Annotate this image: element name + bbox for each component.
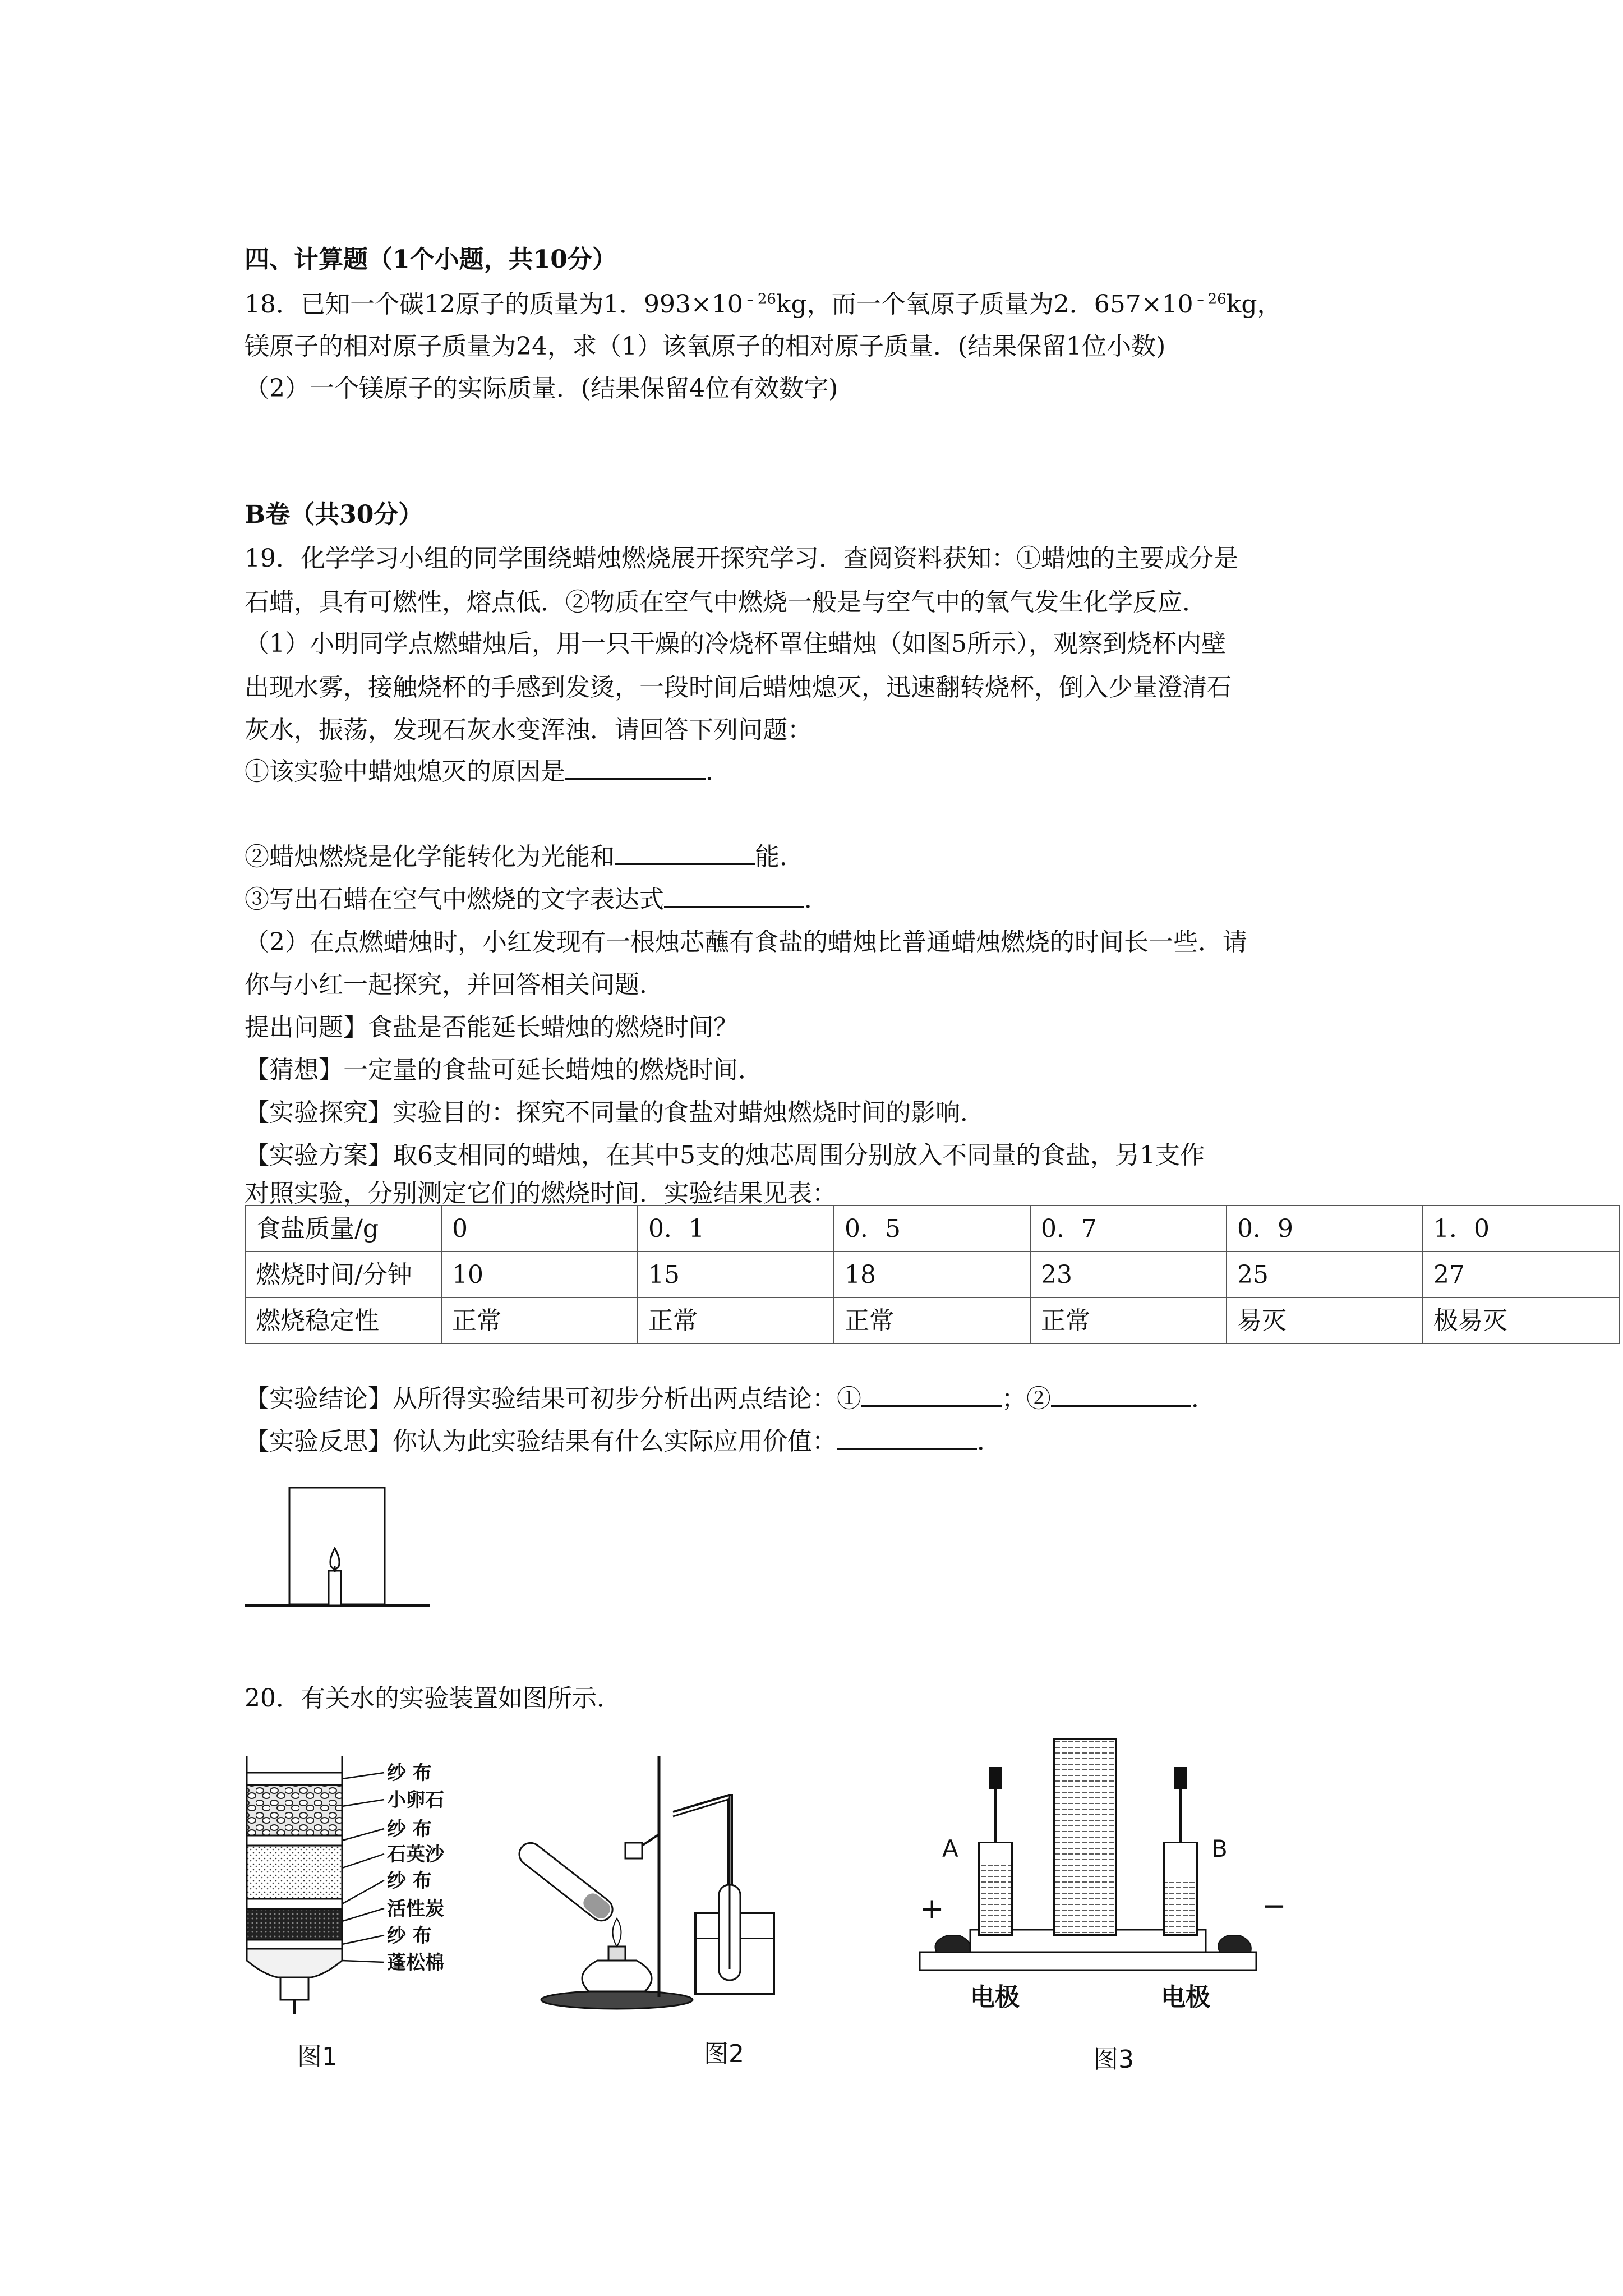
period: ． bbox=[804, 885, 829, 914]
activated-carbon-layer bbox=[247, 1909, 342, 1940]
table-cell: 0．1 bbox=[638, 1205, 834, 1251]
q19-line-5: 灰水，振荡，发现石灰水变浑浊．请回答下列问题： bbox=[245, 716, 812, 744]
q19-conclusion bbox=[245, 1378, 1613, 1420]
table-cell: 易灭 bbox=[1227, 1297, 1423, 1343]
q18-line-1 bbox=[245, 283, 1613, 326]
figure-1-caption: 图1 bbox=[297, 2042, 338, 2071]
period: ． bbox=[977, 1427, 1002, 1456]
table-cell: 正常 bbox=[834, 1297, 1030, 1343]
q19-exploration: 【实验探究】实验目的：探究不同量的食盐对蜡烛燃烧时间的影响． bbox=[245, 1098, 985, 1127]
q18-line-3: （2）一个镁原子的实际质量．(结果保留4位有效数字) bbox=[245, 374, 838, 403]
q18-text-c: kg， bbox=[1226, 290, 1282, 319]
table-cell: 正常 bbox=[441, 1297, 638, 1343]
label-leader-lines bbox=[342, 1773, 384, 1962]
filter-label: 纱 布 bbox=[387, 1870, 432, 1892]
table-cell: 正常 bbox=[1030, 1297, 1227, 1343]
results-table bbox=[245, 1205, 1620, 1344]
q19-answer-2 bbox=[245, 836, 1613, 878]
stopcock-a bbox=[989, 1767, 1002, 1789]
table-header-cell: 食盐质量/g bbox=[245, 1205, 441, 1251]
left-terminal bbox=[935, 1935, 971, 1952]
apparatus-base bbox=[920, 1952, 1256, 1970]
table-row bbox=[245, 1251, 1619, 1297]
tube-a-gas bbox=[980, 1843, 1011, 1860]
table-cell: 0．5 bbox=[834, 1205, 1030, 1251]
alcohol-lamp bbox=[582, 1961, 652, 1991]
table-header-cell: 燃烧时间/分钟 bbox=[245, 1251, 441, 1297]
clamp-head bbox=[625, 1843, 642, 1858]
q19-line-4: 出现水雾，接触烧杯的手感到发烫，一段时间后蜡烛熄灭，迅速翻转烧杯，倒入少量澄清石 bbox=[245, 673, 1232, 702]
right-electrode-label: 电极 bbox=[1161, 1983, 1210, 2012]
test-tube bbox=[515, 1838, 617, 1925]
answer-blank[interactable] bbox=[861, 1379, 1002, 1407]
cotton-layer bbox=[247, 1949, 342, 1977]
heating-apparatus-figure bbox=[538, 1745, 852, 2014]
tube-a-label: A bbox=[942, 1835, 958, 1862]
q19-part-2-line-2: 你与小红一起探究，并回答相关问题． bbox=[245, 970, 664, 999]
q19-conclusion-text: 【实验结论】从所得实验结果可初步分析出两点结论：① bbox=[245, 1384, 861, 1413]
table-cell: 25 bbox=[1227, 1251, 1423, 1297]
table-cell: 1．0 bbox=[1423, 1205, 1619, 1251]
positive-terminal-label: + bbox=[920, 1892, 944, 1926]
section-b-title: B卷（共30分） bbox=[245, 500, 423, 529]
gauze-layer bbox=[247, 1899, 342, 1909]
lamp-wick-holder bbox=[608, 1947, 625, 1961]
candle-flame-icon bbox=[330, 1548, 339, 1569]
figure-3-caption: 图3 bbox=[1094, 2045, 1134, 2074]
q20-title: 20．有关水的实验装置如图所示． bbox=[245, 1684, 621, 1713]
table-cell: 极易灭 bbox=[1423, 1297, 1619, 1343]
lamp-flame-icon bbox=[613, 1918, 621, 1947]
q19-answer-1 bbox=[245, 751, 1613, 793]
q19-part-2-line-1: （2）在点燃蜡烛时，小红发现有一根烛芯蘸有食盐的蜡烛比普通蜡烛燃烧的时间长一些．请 bbox=[245, 928, 1247, 956]
gauze-layer bbox=[247, 1773, 342, 1785]
pebble-layer bbox=[247, 1785, 342, 1835]
iron-stand-base bbox=[541, 1991, 693, 2009]
bottle-neck bbox=[280, 1977, 308, 2000]
stopcock-b bbox=[1174, 1767, 1187, 1789]
table-cell: 23 bbox=[1030, 1251, 1227, 1297]
q19-reflection bbox=[245, 1420, 1613, 1463]
figure-2-caption: 图2 bbox=[704, 2040, 744, 2068]
water-filter-figure bbox=[241, 1750, 488, 2031]
answer-blank[interactable] bbox=[1051, 1379, 1191, 1407]
table-row bbox=[245, 1297, 1619, 1343]
q19-hypothesis: 【猜想】一定量的食盐可延长蜡烛的燃烧时间． bbox=[245, 1056, 763, 1084]
table-cell: 10 bbox=[441, 1251, 638, 1297]
candle-body bbox=[329, 1571, 341, 1605]
period: ． bbox=[1191, 1384, 1216, 1413]
reservoir-tube bbox=[1054, 1739, 1116, 1935]
left-electrode-label: 电极 bbox=[970, 1983, 1020, 2012]
table-cell: 15 bbox=[638, 1251, 834, 1297]
filter-label: 小卵石 bbox=[387, 1789, 444, 1811]
q19-plan-line-1: 【实验方案】取6支相同的蜡烛，在其中5支的烛芯周围分别放入不同量的食盐，另1支作 bbox=[245, 1141, 1205, 1170]
table-header-cell: 燃烧稳定性 bbox=[245, 1297, 441, 1343]
q19-plan-line-2: 对照实验，分别测定它们的燃烧时间．实验结果见表： bbox=[245, 1179, 837, 1208]
q19-question: 提出问题】食盐是否能延长蜡烛的燃烧时间？ bbox=[245, 1013, 738, 1042]
q19-answer-3-text: ③写出石蜡在空气中燃烧的文字表达式 bbox=[245, 885, 664, 914]
filter-label: 石英沙 bbox=[387, 1843, 444, 1866]
quartz-sand-layer bbox=[247, 1846, 342, 1899]
q18-exponent-2: ﹣26 bbox=[1193, 291, 1227, 308]
answer-blank[interactable] bbox=[664, 880, 804, 908]
table-cell: 正常 bbox=[638, 1297, 834, 1343]
table-cell: 0 bbox=[441, 1205, 638, 1251]
filter-label: 蓬松棉 bbox=[387, 1952, 444, 1974]
q19-line-2: 石蜡，具有可燃性，熔点低．②物质在空气中燃烧一般是与空气中的氧气发生化学反应． bbox=[245, 588, 1207, 616]
table-cell: 18 bbox=[834, 1251, 1030, 1297]
filter-label: 纱 布 bbox=[387, 1762, 432, 1784]
filter-label: 纱 布 bbox=[387, 1818, 432, 1841]
q19-answer-2-suffix: 能． bbox=[755, 843, 804, 871]
negative-terminal-label: − bbox=[1262, 1889, 1287, 1923]
answer-blank[interactable] bbox=[837, 1422, 977, 1450]
q18-text-a: 18．已知一个碳12原子的质量为1．993×10 bbox=[245, 290, 743, 319]
table-cell: 0．9 bbox=[1227, 1205, 1423, 1251]
candle-beaker-figure bbox=[245, 1481, 435, 1616]
q19-answer-2-text: ②蜡烛燃烧是化学能转化为光能和 bbox=[245, 843, 615, 871]
tube-b-label: B bbox=[1211, 1835, 1228, 1862]
q18-text-b: kg，而一个氧原子质量为2．657×10 bbox=[776, 290, 1193, 319]
electrolysis-apparatus-figure bbox=[920, 1728, 1287, 2019]
q18-exponent-1: ﹣26 bbox=[743, 291, 776, 308]
table-row bbox=[245, 1205, 1619, 1251]
answer-blank[interactable] bbox=[565, 752, 706, 780]
tube-b-gas bbox=[1165, 1843, 1196, 1882]
answer-blank[interactable] bbox=[615, 838, 755, 865]
q19-conclusion-sep: ；② bbox=[1002, 1384, 1051, 1413]
section-4-title: 四、计算题（1个小题，共10分） bbox=[245, 245, 617, 274]
table-cell: 27 bbox=[1423, 1251, 1619, 1297]
gauze-layer bbox=[247, 1835, 342, 1846]
filter-label: 活性炭 bbox=[387, 1898, 444, 1920]
q19-reflection-text: 【实验反思】你认为此实验结果有什么实际应用价值： bbox=[245, 1427, 837, 1456]
period: ． bbox=[706, 757, 730, 786]
filter-label: 纱 布 bbox=[387, 1925, 432, 1947]
q19-line-1: 19．化学学习小组的同学围绕蜡烛燃烧展开探究学习．查阅资料获知：①蜡烛的主要成分是 bbox=[245, 544, 1238, 573]
table-cell: 0．7 bbox=[1030, 1205, 1227, 1251]
q19-answer-3 bbox=[245, 878, 1613, 921]
q19-line-3: （1）小明同学点燃蜡烛后，用一只干燥的冷烧杯罩住蜡烛（如图5所示），观察到烧杯内壁 bbox=[245, 629, 1226, 658]
right-terminal bbox=[1218, 1935, 1251, 1952]
q18-line-2: 镁原子的相对原子质量为24，求（1）该氧原子的相对原子质量．(结果保留1位小数) bbox=[245, 332, 1166, 361]
gauze-layer bbox=[247, 1940, 342, 1949]
q19-answer-1-text: ①该实验中蜡烛熄灭的原因是 bbox=[245, 757, 565, 786]
